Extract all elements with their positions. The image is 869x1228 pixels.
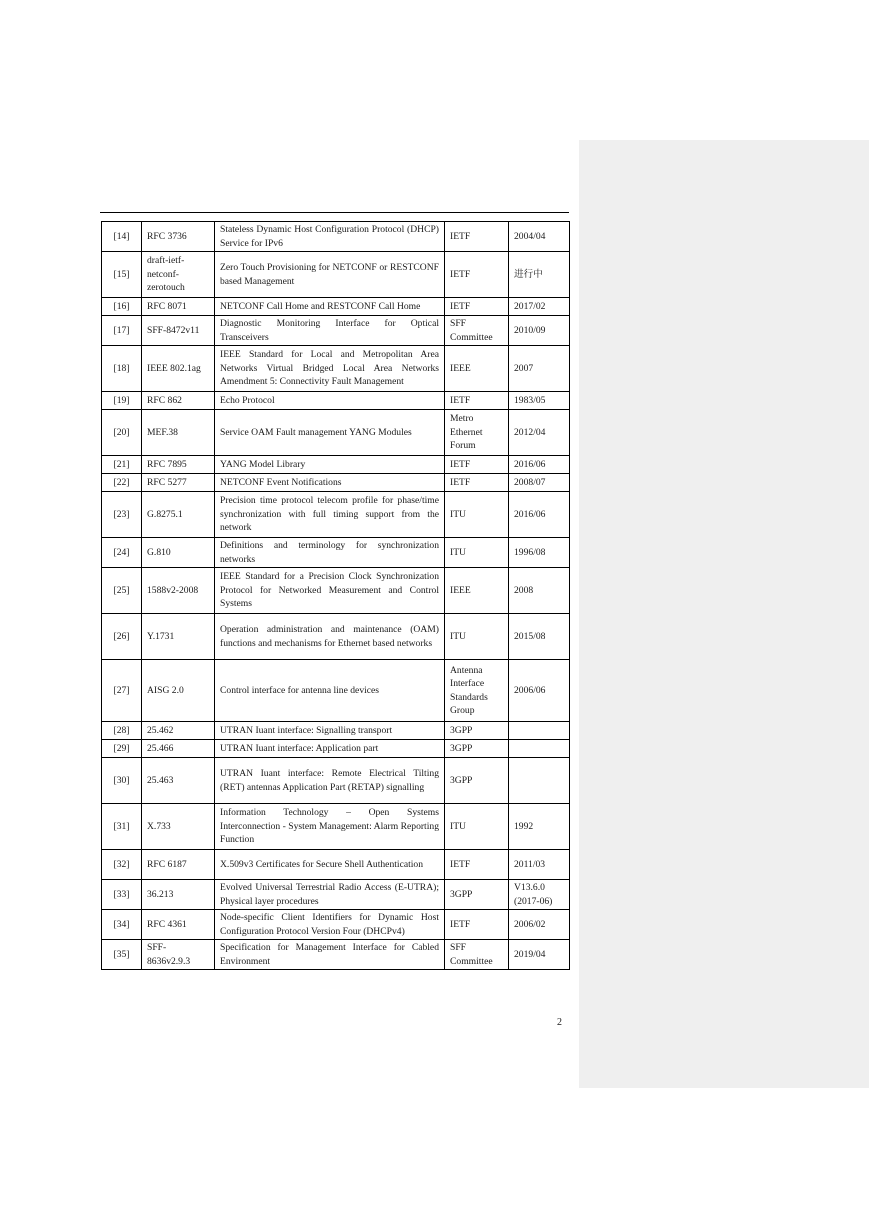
ref-date: 2006/02 bbox=[509, 910, 570, 940]
ref-number: [16] bbox=[102, 298, 142, 316]
ref-id: IEEE 802.1ag bbox=[142, 346, 215, 392]
ref-date: 2012/04 bbox=[509, 410, 570, 456]
ref-organization: IETF bbox=[445, 850, 509, 880]
ref-organization: IETF bbox=[445, 252, 509, 298]
reference-table-body bbox=[102, 222, 570, 970]
ref-id: 25.466 bbox=[142, 740, 215, 758]
ref-id: G.810 bbox=[142, 538, 215, 568]
reference-row bbox=[102, 474, 570, 492]
ref-date bbox=[509, 740, 570, 758]
ref-organization: SFF Committee bbox=[445, 316, 509, 346]
ref-date: 2011/03 bbox=[509, 850, 570, 880]
ref-id: RFC 5277 bbox=[142, 474, 215, 492]
ref-title: UTRAN Iuant interface: Remote Electrical Tilting (RET) antennas Application Part (RETAP) signalling bbox=[215, 758, 445, 804]
ref-number: [33] bbox=[102, 880, 142, 910]
ref-id: RFC 862 bbox=[142, 392, 215, 410]
ref-id: 25.463 bbox=[142, 758, 215, 804]
ref-number: [19] bbox=[102, 392, 142, 410]
ref-date: 2008/07 bbox=[509, 474, 570, 492]
ref-number: [25] bbox=[102, 568, 142, 614]
ref-organization: 3GPP bbox=[445, 758, 509, 804]
ref-title: Service OAM Fault management YANG Modules bbox=[215, 410, 445, 456]
ref-number: [32] bbox=[102, 850, 142, 880]
header-rule bbox=[100, 212, 569, 213]
ref-organization: IETF bbox=[445, 298, 509, 316]
ref-organization: IETF bbox=[445, 910, 509, 940]
reference-row bbox=[102, 346, 570, 392]
ref-id: RFC 6187 bbox=[142, 850, 215, 880]
ref-number: [34] bbox=[102, 910, 142, 940]
ref-id: RFC 3736 bbox=[142, 222, 215, 252]
ref-id: draft-ietf-netconf-zerotouch bbox=[142, 252, 215, 298]
ref-id: X.733 bbox=[142, 804, 215, 850]
ref-title: Echo Protocol bbox=[215, 392, 445, 410]
reference-row bbox=[102, 252, 570, 298]
ref-organization: IETF bbox=[445, 222, 509, 252]
ref-date: 1992 bbox=[509, 804, 570, 850]
ref-organization: 3GPP bbox=[445, 740, 509, 758]
ref-number: [35] bbox=[102, 940, 142, 970]
reference-row bbox=[102, 222, 570, 252]
ref-title: Information Technology – Open Systems Interconnection - System Management: Alarm Reporting Function bbox=[215, 804, 445, 850]
ref-date: 2015/08 bbox=[509, 614, 570, 660]
ref-date: 1996/08 bbox=[509, 538, 570, 568]
ref-id: 36.213 bbox=[142, 880, 215, 910]
ref-title: Control interface for antenna line devices bbox=[215, 660, 445, 722]
ref-id: RFC 8071 bbox=[142, 298, 215, 316]
ref-title: NETCONF Call Home and RESTCONF Call Home bbox=[215, 298, 445, 316]
reference-table bbox=[101, 221, 570, 970]
page-number: 2 bbox=[557, 1017, 562, 1028]
reference-row bbox=[102, 538, 570, 568]
ref-id: 1588v2-2008 bbox=[142, 568, 215, 614]
ref-number: [15] bbox=[102, 252, 142, 298]
ref-title: UTRAN Iuant interface: Application part bbox=[215, 740, 445, 758]
ref-organization: IETF bbox=[445, 392, 509, 410]
ref-organization: ITU bbox=[445, 538, 509, 568]
ref-title: NETCONF Event Notifications bbox=[215, 474, 445, 492]
ref-organization: ITU bbox=[445, 804, 509, 850]
ref-number: [18] bbox=[102, 346, 142, 392]
ref-title: Zero Touch Provisioning for NETCONF or RESTCONF based Management bbox=[215, 252, 445, 298]
ref-title: YANG Model Library bbox=[215, 456, 445, 474]
ref-number: [27] bbox=[102, 660, 142, 722]
reference-row bbox=[102, 804, 570, 850]
ref-number: [14] bbox=[102, 222, 142, 252]
ref-date bbox=[509, 758, 570, 804]
reference-row bbox=[102, 392, 570, 410]
ref-date: 2016/06 bbox=[509, 456, 570, 474]
ref-id: Y.1731 bbox=[142, 614, 215, 660]
ref-organization: 3GPP bbox=[445, 880, 509, 910]
ref-number: [28] bbox=[102, 722, 142, 740]
ref-id: MEF.38 bbox=[142, 410, 215, 456]
ref-title: Operation administration and maintenance (OAM) functions and mechanisms for Ethernet based networks bbox=[215, 614, 445, 660]
ref-number: [21] bbox=[102, 456, 142, 474]
ref-id: SFF-8472v11 bbox=[142, 316, 215, 346]
ref-title: Diagnostic Monitoring Interface for Optical Transceivers bbox=[215, 316, 445, 346]
reference-row bbox=[102, 492, 570, 538]
ref-title: Evolved Universal Terrestrial Radio Access (E-UTRA); Physical layer procedures bbox=[215, 880, 445, 910]
ref-organization: IETF bbox=[445, 474, 509, 492]
ref-organization: ITU bbox=[445, 614, 509, 660]
ref-title: Precision time protocol telecom profile for phase/time synchronization with full timing support from the network bbox=[215, 492, 445, 538]
ref-number: [26] bbox=[102, 614, 142, 660]
ref-id: SFF-8636v2.9.3 bbox=[142, 940, 215, 970]
ref-title: IEEE Standard for Local and Metropolitan Area Networks Virtual Bridged Local Area Networks Amendment 5: Connectivity Fault Management bbox=[215, 346, 445, 392]
ref-title: UTRAN Iuant interface: Signalling transport bbox=[215, 722, 445, 740]
ref-date: 2017/02 bbox=[509, 298, 570, 316]
reference-row bbox=[102, 410, 570, 456]
reference-row bbox=[102, 456, 570, 474]
ref-number: [17] bbox=[102, 316, 142, 346]
ref-date: 2007 bbox=[509, 346, 570, 392]
reference-row bbox=[102, 298, 570, 316]
ref-date: 2016/06 bbox=[509, 492, 570, 538]
ref-date: 2010/09 bbox=[509, 316, 570, 346]
reference-row bbox=[102, 722, 570, 740]
ref-date: 1983/05 bbox=[509, 392, 570, 410]
comment-pane bbox=[579, 140, 869, 1088]
ref-organization: IEEE bbox=[445, 568, 509, 614]
ref-id: RFC 4361 bbox=[142, 910, 215, 940]
ref-number: [24] bbox=[102, 538, 142, 568]
ref-organization: IEEE bbox=[445, 346, 509, 392]
reference-row bbox=[102, 740, 570, 758]
reference-row bbox=[102, 568, 570, 614]
ref-organization: IETF bbox=[445, 456, 509, 474]
ref-organization: 3GPP bbox=[445, 722, 509, 740]
ref-date: V13.6.0 (2017-06) bbox=[509, 880, 570, 910]
ref-title: IEEE Standard for a Precision Clock Synchronization Protocol for Networked Measurement and Control Systems bbox=[215, 568, 445, 614]
ref-title: X.509v3 Certificates for Secure Shell Authentication bbox=[215, 850, 445, 880]
ref-date: 2019/04 bbox=[509, 940, 570, 970]
ref-date: 进行中 bbox=[509, 252, 570, 298]
ref-organization: SFF Committee bbox=[445, 940, 509, 970]
ref-id: 25.462 bbox=[142, 722, 215, 740]
ref-date bbox=[509, 722, 570, 740]
ref-date: 2004/04 bbox=[509, 222, 570, 252]
reference-row bbox=[102, 940, 570, 970]
ref-title: Specification for Management Interface for Cabled Environment bbox=[215, 940, 445, 970]
ref-date: 2008 bbox=[509, 568, 570, 614]
ref-organization: ITU bbox=[445, 492, 509, 538]
reference-row bbox=[102, 758, 570, 804]
ref-title: Stateless Dynamic Host Configuration Protocol (DHCP) Service for IPv6 bbox=[215, 222, 445, 252]
ref-title: Node-specific Client Identifiers for Dynamic Host Configuration Protocol Version Four (DHCPv4) bbox=[215, 910, 445, 940]
reference-row bbox=[102, 850, 570, 880]
ref-date: 2006/06 bbox=[509, 660, 570, 722]
ref-id: AISG 2.0 bbox=[142, 660, 215, 722]
ref-id: G.8275.1 bbox=[142, 492, 215, 538]
reference-row bbox=[102, 660, 570, 722]
ref-number: [20] bbox=[102, 410, 142, 456]
ref-organization: Metro Ethernet Forum bbox=[445, 410, 509, 456]
ref-title: Definitions and terminology for synchronization networks bbox=[215, 538, 445, 568]
ref-number: [30] bbox=[102, 758, 142, 804]
reference-row bbox=[102, 910, 570, 940]
ref-id: RFC 7895 bbox=[142, 456, 215, 474]
reference-row bbox=[102, 316, 570, 346]
ref-number: [22] bbox=[102, 474, 142, 492]
ref-number: [31] bbox=[102, 804, 142, 850]
ref-organization: Antenna Interface Standards Group bbox=[445, 660, 509, 722]
reference-row bbox=[102, 614, 570, 660]
ref-number: [29] bbox=[102, 740, 142, 758]
ref-number: [23] bbox=[102, 492, 142, 538]
reference-row bbox=[102, 880, 570, 910]
